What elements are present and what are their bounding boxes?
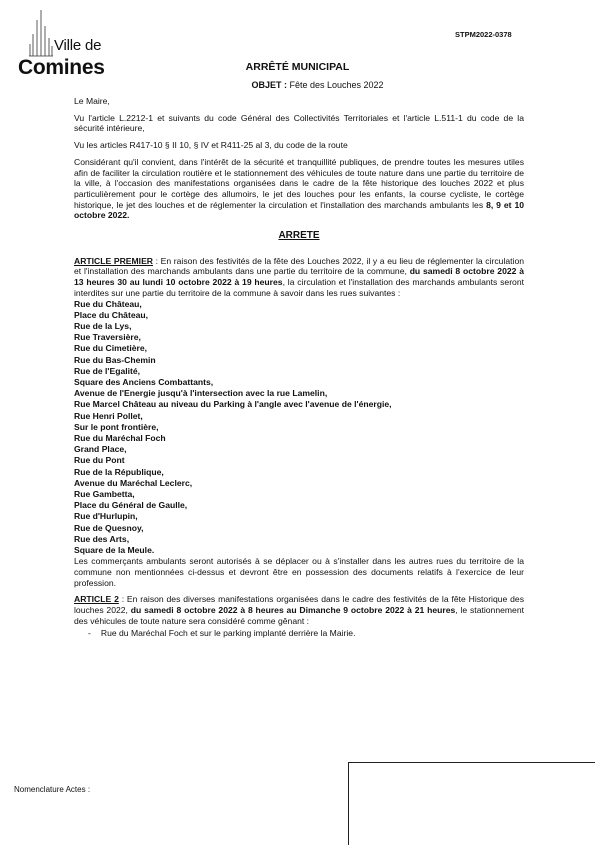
street-item: Rue de Quesnoy, [74,522,144,533]
street-item: Place du Général de Gaulle, [74,500,188,511]
town-logo-icon [28,8,54,58]
nomenclature-box [348,762,595,845]
document-subject [0,80,595,90]
arrete-heading: ARRETE [278,230,320,242]
street-item: Rue du Château, [74,298,142,309]
subject-text: Fête des Louches 2022 [289,80,384,90]
street-item: Rue du Bas-Chemin [74,354,156,365]
street-item: Avenue de l'Energie jusqu'à l'intersection avec la rue Lamelin, [74,388,328,399]
street-item: Square de la Meule. [74,545,155,556]
street-item: Rue Gambetta, [74,489,135,499]
document-title: ARRÊTÉ MUNICIPAL [245,61,350,73]
street-item: Rue Marcel Château au niveau du Parking à l'angle avec l'avenue de l'énergie, [74,399,392,410]
street-item: Rue Henri Pollet, [74,410,143,421]
street-item: Rue de la République, [74,466,164,477]
street-item: Rue du Cimetière, [74,343,148,354]
article-2-paragraph [74,594,524,626]
street-item: Rue des Arts, [74,533,130,544]
considerant-text: Considérant qu'il convient, dans l'intérêt de la sécurité et tranquillité publiques, de prendre toutes les mesures utiles afin de faciliter la circulation routière et le stationnement des véhicules de toute nature dans une partie du territoire de la ville, à l'occasion des manifestations organisées dans le cadre de la fête historique des louches 2022 et plus particulièrement pour le cortège des allumoirs, le jet des louches pour les enfants, la course cycliste, le cortège historique, le jet des louches et de réglementer la circulation et l'installation des marchands ambulants les [74,156,524,210]
street-item: Square des Anciens Combattants, [74,376,214,387]
vu-paragraph-2: Vu les articles R417-10 § II 10, § IV et R411-25 al 3, du code de la route [74,140,348,151]
street-item: Rue de la Lys, [74,320,132,331]
article-2-list-item: - Rue du Maréchal Foch et sur le parking implanté derrière la Mairie. [88,628,524,639]
logo-ville-text: Ville de [54,37,102,54]
street-item: Sur le pont frontière, [74,421,159,432]
street-item: Rue du Maréchal Foch [74,432,166,443]
street-item: Avenue du Maréchal Leclerc, [74,477,193,488]
nomenclature-label: Nomenclature Actes : [14,785,91,794]
street-item: Rue Traversière, [74,332,141,343]
street-item: Rue du Pont [74,455,125,466]
article-2-list [74,628,524,639]
street-item: Rue de l'Egalité, [74,365,141,376]
article-2-label: ARTICLE 2 [74,594,119,605]
street-item: Rue d'Hurlupin, [74,511,138,522]
subject-label: OBJET : [251,80,287,90]
street-item: Grand Place, [74,444,127,455]
article-1-dates: du samedi 8 octobre 2022 à 13 heures 30 au lundi 10 octobre 2022 à 19 heures [74,266,525,288]
article-2-text-b: , le stationnement des véhicules de toute nature sera considéré comme gênant : [74,605,524,626]
considerant-dates: 8, 9 et 10 octobre 2022. [74,199,524,221]
article-1-closing: Les commerçants ambulants seront autorisés à se déplacer ou à s'installer dans les autres rues du territoire de la commune non mentionnées ci-dessus et devront être en possession des documents relatifs à l'exercice de leur profession. [74,556,524,588]
document-reference: STPM2022-0378 [455,30,512,39]
article-1-text-b: , la circulation et l'installation des marchands ambulants seront interdites sur une partie du territoire de la commune à savoir dans les rues suivantes : [74,277,525,298]
mayor-line: Le Maire, [74,96,110,106]
article-1-paragraph [74,256,524,299]
considerant-paragraph [74,157,524,221]
article-2-text-a: : En raison des diverses manifestations organisées dans le cadre des festivités de la fête Historique des louches 2022, [74,594,524,616]
article-1-label: ARTICLE PREMIER [74,255,154,266]
document-body [74,96,524,639]
article-2-dates: du samedi 8 octobre 2022 à 8 heures au Dimanche 9 octobre 2022 à 21 heures [130,605,456,616]
street-list [74,299,524,557]
logo-comines-text: Comines [18,56,105,79]
street-item: Place du Château, [74,309,149,320]
article-1-text-a: : En raison des festivités de la fête des Louches 2022, il y a eu lieu de réglementer la circulation et l'installation des marchands ambulants dans une partie du territoire de la commune, [74,255,524,277]
vu-paragraph-1: Vu l'article L.2212-1 et suivants du code Général des Collectivités Territoriales et l'article L.511-1 du code de la sécurité intérieure, [74,112,524,134]
